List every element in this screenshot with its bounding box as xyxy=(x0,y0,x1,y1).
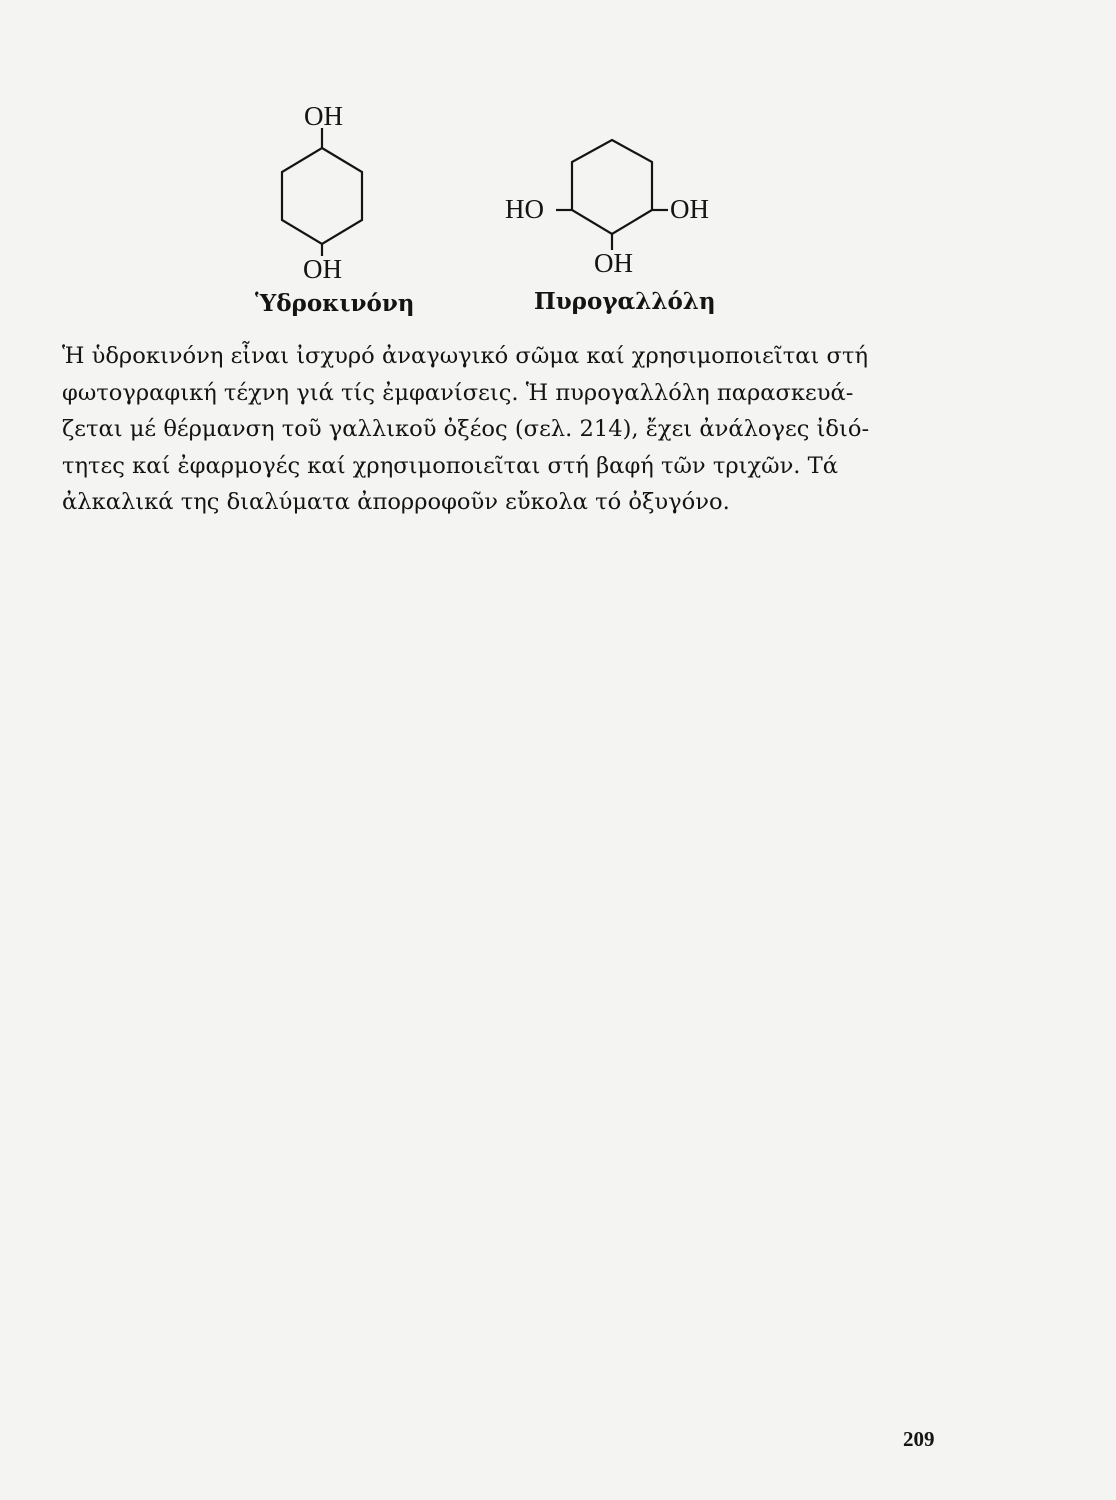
body-paragraph xyxy=(62,338,930,521)
hydroquinone-bottom-oh: OH xyxy=(303,254,342,284)
paragraph-line: Ἡ ὑδροκινόνη εἶναι ἰσχυρό ἀναγωγικό σῶμα καί χρησιμοποιεῖται στή xyxy=(62,343,869,369)
structures-drawing xyxy=(0,0,1116,330)
pyrogallol-right-oh: OH xyxy=(670,194,709,224)
paragraph-line: τητες καί ἐφαρμογές καί χρησιμοποιεῖται στή βαφή τῶν τριχῶν. Τά xyxy=(62,452,838,479)
pyrogallol-bottom-oh: OH xyxy=(594,248,633,278)
pyrogallol-structure xyxy=(505,140,709,278)
pyrogallol-name: Πυρογαλλόλη xyxy=(534,288,716,315)
page-number: 209 xyxy=(903,1427,935,1451)
pyrogallol-left-ho: HO xyxy=(505,194,544,224)
paragraph-line: φωτογραφική τέχνη γιά τίς ἐμφανίσεις. Ἡ πυρογαλλόλη παρασκευά- xyxy=(62,379,854,406)
pyrogallol-ring xyxy=(572,140,652,234)
paragraph-line: ζεται μέ θέρμανση τοῦ γαλλικοῦ ὀξέος (σελ. 214), ἔχει ἀνάλογες ἰδιό- xyxy=(62,416,870,442)
hydroquinone-name: Ὑδροκινόνη xyxy=(255,290,415,317)
paragraph-line: ἀλκαλικά της διαλύματα ἀπορροφοῦν εὔκολα τό ὀξυγόνο. xyxy=(62,489,730,515)
hydroquinone-ring xyxy=(282,148,362,244)
chemical-structures xyxy=(0,0,1116,330)
hydroquinone-top-oh: OH xyxy=(304,101,343,131)
hydroquinone-structure xyxy=(282,101,362,284)
